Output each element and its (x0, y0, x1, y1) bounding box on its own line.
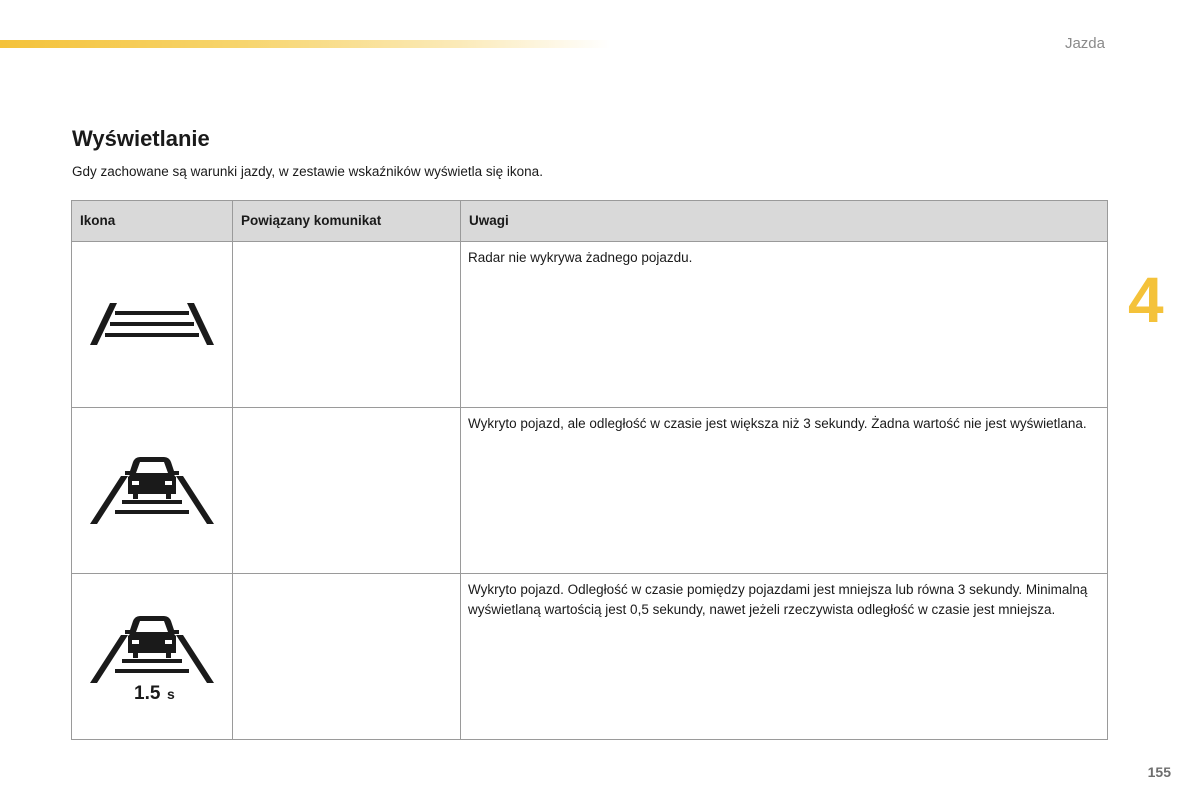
page-title: Wyświetlanie (72, 126, 210, 151)
table-row (72, 242, 1108, 408)
message-cell (233, 574, 461, 740)
icon-cell (72, 408, 233, 574)
time-gap-value: 1.5 (134, 682, 161, 701)
display-icons-table (71, 200, 1108, 740)
section-label: Jazda (1064, 35, 1105, 52)
remark-cell: Radar nie wykrywa żadnego pojazdu. (461, 242, 1108, 408)
table-row (72, 408, 1108, 574)
column-header-icon: Ikona (72, 201, 233, 242)
message-cell (233, 408, 461, 574)
message-cell (233, 242, 461, 408)
intro-text: Gdy zachowane są warunki jazdy, w zestawie wskaźników wyświetla się ikona. (72, 164, 543, 179)
chapter-number: 4 (1128, 264, 1164, 336)
remark-cell: Wykryto pojazd, ale odległość w czasie jest większa niż 3 sekundy. Żadna wartość nie jest wyświetlana. (461, 408, 1108, 574)
car-ahead-time-gap-icon (90, 613, 214, 701)
car-ahead-lane-icon (90, 454, 214, 528)
icon-cell (72, 242, 233, 408)
time-gap-unit: s (167, 685, 175, 701)
page-number: 155 (1147, 764, 1171, 780)
icon-cell (72, 574, 233, 740)
table-row (72, 574, 1108, 740)
column-header-remarks: Uwagi (461, 201, 1108, 242)
header-accent-bar (0, 40, 610, 48)
column-header-message: Powiązany komunikat (233, 201, 461, 242)
lane-lines-icon (90, 301, 214, 349)
remark-cell: Wykryto pojazd. Odległość w czasie pomiędzy pojazdami jest mniejsza lub równa 3 sekundy. Minimalną wyświetlaną wartością jest 0,5 sekundy, nawet jeżeli rzeczywista odległość w czasie jest mniejsza. (461, 574, 1108, 740)
table-header-row (72, 201, 1108, 242)
